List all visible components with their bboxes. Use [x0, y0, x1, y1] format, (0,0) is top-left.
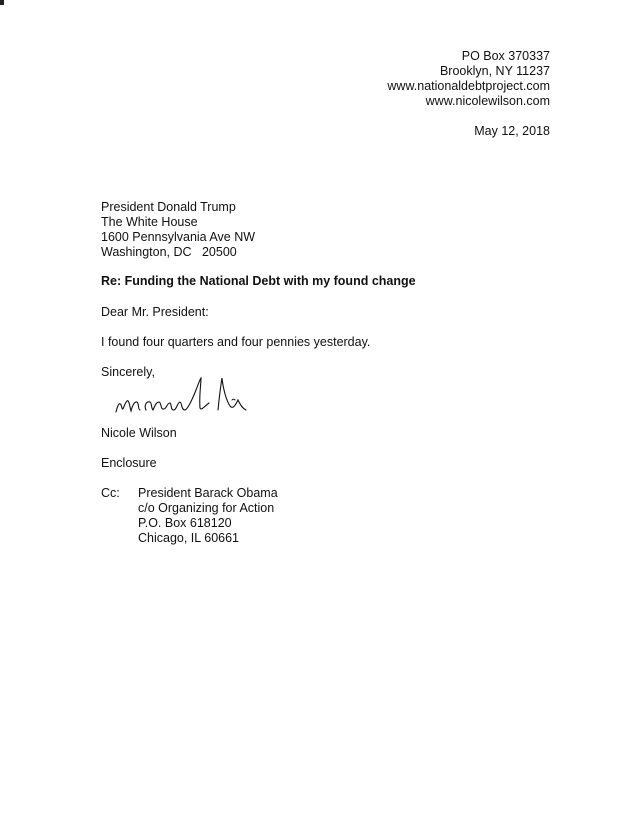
sender-city: Brooklyn, NY 11237	[439, 64, 550, 78]
sender-website-project: www.nationaldebtproject.com	[387, 79, 550, 93]
cc-name: President Barack Obama	[138, 486, 278, 500]
cc-recipient	[138, 486, 278, 546]
recipient-address	[101, 200, 255, 260]
recipient-city: Washington, DC 20500	[101, 245, 237, 259]
salutation: Dear Mr. President:	[101, 305, 209, 319]
letter-date: May 12, 2018	[474, 124, 550, 138]
signer-name: Nicole Wilson	[101, 426, 177, 440]
sender-po-box: PO Box 370337	[461, 49, 550, 63]
sender-address	[387, 49, 550, 109]
scan-corner-mark	[0, 0, 4, 5]
sender-website-personal: www.nicolewilson.com	[425, 94, 550, 108]
subject-line: Re: Funding the National Debt with my found change	[101, 274, 416, 288]
cc-label: Cc:	[101, 486, 120, 500]
letter-body: I found four quarters and four pennies yesterday.	[101, 335, 371, 349]
recipient-building: The White House	[101, 215, 198, 229]
closing: Sincerely,	[101, 365, 155, 379]
recipient-street: 1600 Pennsylvania Ave NW	[101, 230, 256, 244]
handwritten-signature	[112, 370, 262, 420]
enclosure-note: Enclosure	[101, 456, 157, 470]
recipient-name: President Donald Trump	[101, 200, 236, 214]
cc-organization: c/o Organizing for Action	[138, 501, 275, 515]
cc-po-box: P.O. Box 618120	[138, 516, 232, 530]
cc-city: Chicago, IL 60661	[138, 531, 240, 545]
